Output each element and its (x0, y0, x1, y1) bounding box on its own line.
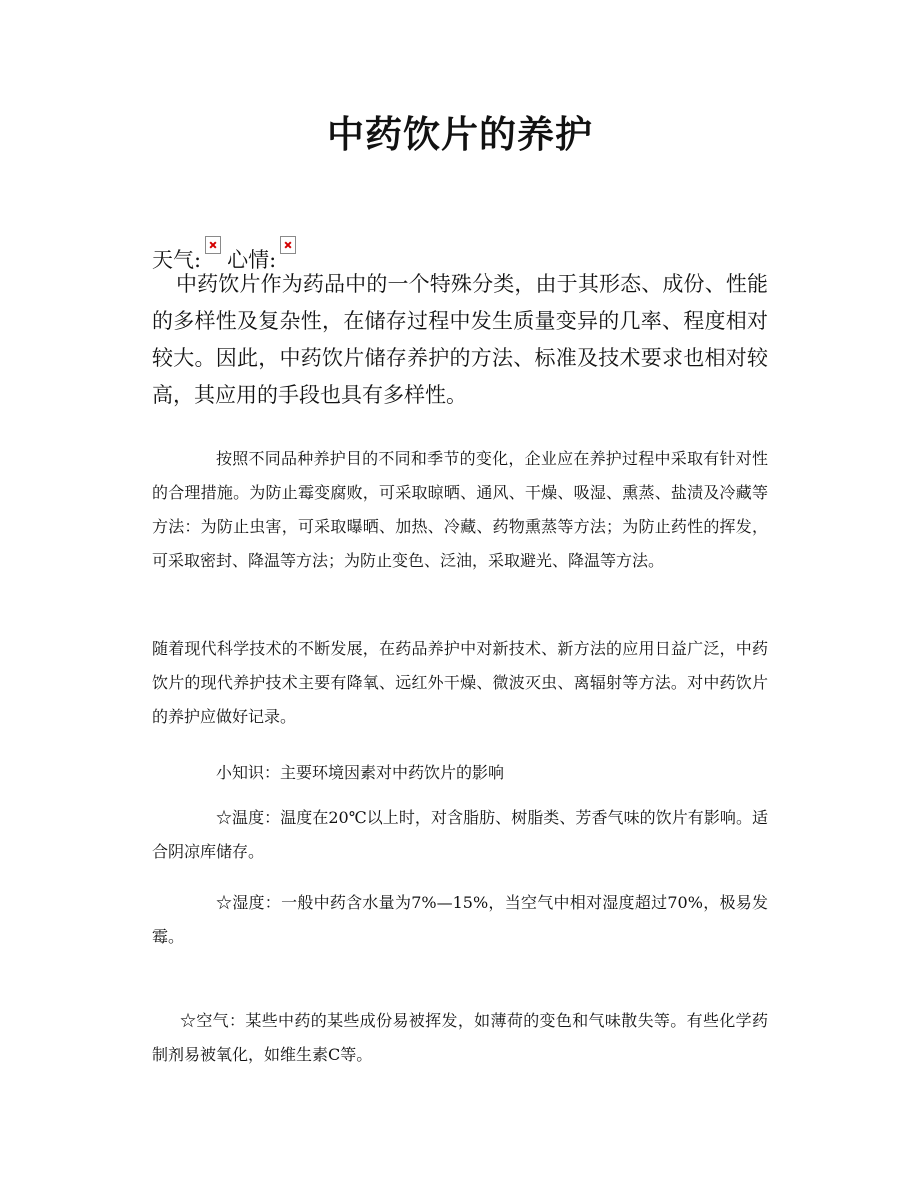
air-paragraph: ☆空气：某些中药的某些成份易被挥发，如薄荷的变色和气味散失等。有些化学药制剂易被氧化，如维生素C等。 (152, 1011, 768, 1064)
tips-heading: 小知识：主要环境因素对中药饮片的影响 (216, 763, 505, 782)
broken-image-icon (280, 236, 296, 254)
temperature-paragraph: ☆温度：温度在20℃以上时，对含脂肪、树脂类、芳香气味的饮片有影响。适合阴凉库储存。 (152, 808, 768, 861)
page-title: 中药饮片的养护 (327, 113, 593, 156)
broken-image-icon (205, 236, 221, 254)
intro-paragraph: 中药饮片作为药品中的一个特殊分类，由于其形态、成份、性能的多样性及复杂性，在储存过程中发生质量变异的几率、程度相对较大。因此，中药饮片储存养护的方法、标准及技术要求也相对较高，其应用的手段也具有多样性。 (152, 272, 768, 407)
modern-techniques-paragraph: 随着现代科学技术的不断发展，在药品养护中对新技术、新方法的应用日益广泛，中药饮片的现代养护技术主要有降氧、远红外干燥、微波灭虫、离辐射等方法。对中药饮片的养护应做好记录。 (152, 639, 768, 726)
weather-label: 天气: (152, 248, 202, 272)
humidity-paragraph: ☆湿度：一般中药含水量为7%—15%，当空气中相对湿度超过70%，极易发霉。 (152, 893, 768, 946)
measures-paragraph: 按照不同品种养护目的不同和季节的变化，企业应在养护过程中采取有针对性的合理措施。为防止霉变腐败，可采取晾晒、通风、干燥、吸湿、熏蒸、盐渍及冷藏等方法：为防止虫害，可采取曝晒、加热、冷藏、药物熏蒸等方法；为防止药性的挥发，可采取密封、降温等方法；为防止变色、泛油，采取避光、降温等方法。 (152, 449, 768, 570)
mood-label: 心情: (227, 248, 277, 272)
